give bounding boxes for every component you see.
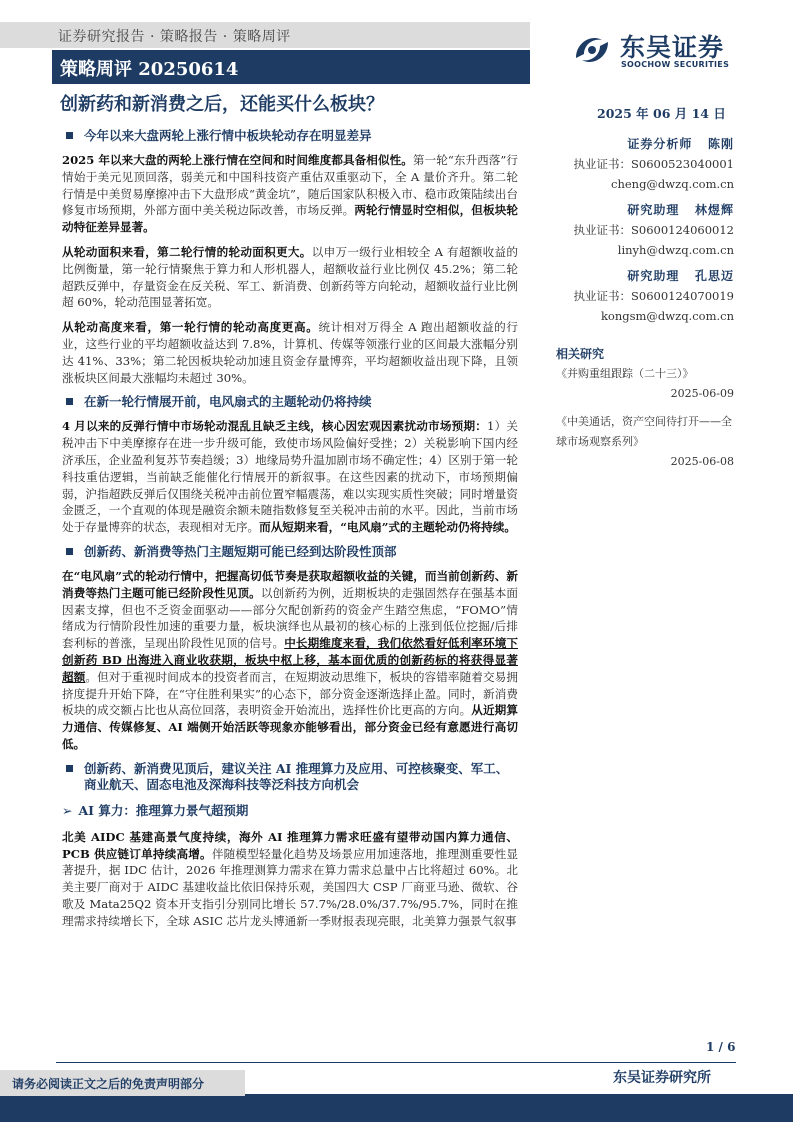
logo-en-text: SOOCHOW SECURITIES [621, 60, 730, 69]
footer-divider [56, 1062, 736, 1063]
company-logo [572, 28, 742, 72]
report-title: 创新药和新消费之后，还能买什么板块？ [60, 94, 384, 115]
arrow-icon: ➢ [62, 802, 73, 818]
section-heading: 今年以来大盘两轮上涨行情中板块轮动存在明显差异 [62, 128, 518, 144]
sidebar [556, 134, 734, 480]
series-title: 策略周评 20250614 [60, 59, 239, 80]
analyst-cert: 执业证书：S0600124060012 [573, 223, 734, 237]
related-research-title: 相关研究 [556, 347, 605, 361]
analyst-email[interactable]: kongsm@dwzq.com.cn [600, 309, 734, 323]
series-title-bar [52, 50, 530, 84]
analyst-title: 证券分析师 陈刚 [627, 137, 734, 151]
paragraph: 2025 年以来大盘的两轮上涨行情在空间和时间维度都具备相似性。第一轮“东升西落”行情始于美元见顶回落，弱美元和中国科技资产重估双重驱动下，全 A 量价齐升。第二轮行情是中美贸易摩擦冲击下大盘形成“黄金坑”，随后国家队积极入市、稳市政策陆续出台修复市场预期，外部方面中美关税边际改善，市场反弹。两轮行情显时空相似，但板块轮动特征差异显著。 [62, 153, 518, 235]
analyst-cert: 执业证书：S0600124070019 [573, 289, 734, 303]
report-date: 2025 年 06 月 14 日 [597, 106, 726, 121]
related-item-date: 2025-06-08 [670, 455, 734, 468]
disclaimer-note [0, 1070, 245, 1096]
paragraph: 4 月以来的反弹行情中市场轮动混乱且缺乏主线，核心因宏观因素扰动市场预期：1）关税冲击下中美摩擦存在进一步升级可能，致使市场风险偏好受挫；2）关税影响下国内经济承压，企业盈利复苏节奏趋缓；3）地缘局势升温加剧市场不确定性；4）区别于第一轮科技重估逻辑，当前缺乏能催化行情展开的新叙事。在这些因素的扰动下，市场预期偏弱，沪指超跌反弹后仅围绕关税冲击前位置窄幅震荡，难以实现实质性突破；同时增量资金匮乏，一个直观的体现是融资余额未随指数修复至关税冲击前的水平。因此，当前市场处于存量博弈的状态，表现相对无序。而从短期来看，“电风扇”式的主题轮动仍将持续。 [62, 419, 518, 535]
disclaimer-text[interactable]: 请务必阅读正文之后的免责声明部分 [12, 1077, 205, 1091]
breadcrumb: 证券研究报告 · 策略报告 · 策略周评 [58, 29, 291, 45]
logo-mark-icon [572, 30, 612, 70]
paragraph: 在“电风扇”式的轮动行情中，把握高切低节奏是获取超额收益的关键，而当前创新药、新消费等热门主题可能已经阶段性见顶。以创新药为例，近期板块的走强固然存在强基本面因素支撑，但也不乏资金面驱动——部分欠配创新药的资金产生踏空焦虑，“FOMO”情绪成为行情阶段性加速的重要力量，板块演绎也从最初的核心标的上涨到低位挖掘/后排套利标的普涨，呈现出阶段性见顶的信号。中长期维度来看，我们依然看好低利率环境下创新药 BD 出海进入商业收获期，板块中枢上移，基本面优质的创新药标的将获得显著超额。但对于重视时间成本的投资者而言，在短期波动思维下，板块的容错率随着交易拥挤度提升开始下降，在“守住胜利果实”的心态下，部分资金逐渐选择止盈。同时，新消费板块的成交额占比也从高位回落，表明资金开始流出，选择性价比更高的方向。从近期算力通信、传媒修复、AI 端侧开始活跃等现象亦能够看出，部分资金已经有意愿进行高切低。 [62, 568, 518, 751]
related-item-title[interactable]: 《中美通话，资产空间待打开——全球市场观察系列》 [556, 415, 732, 448]
analyst-email[interactable]: linyh@dwzq.com.cn [617, 243, 734, 257]
paragraph: 从轮动面积来看，第二轮行情的轮动面积更大。以申万一级行业相较全 A 有超额收益的比例衡量，第一轮行情聚焦于算力和人形机器人，超额收益行业比例仅 45.2%；第二轮超跌反弹中，存量资金在反关税、军工、新消费、创新药等方向轮动，超额收益行业比例超 60%，轮动范围显著拓宽。 [62, 244, 518, 310]
footer-band [0, 1094, 793, 1122]
paragraph: 从轮动高度来看，第一轮行情的轮动高度更高。统计相对万得全 A 跑出超额收益的行业，这些行业的平均超额收益达到 7.8%，计算机、传媒等领涨行业的区间最大涨幅分别达 41%、33%；第二轮因板块轮动加速且资金存量博弈，平均超额收益出现下降，且领涨板块区间最大涨幅均未超过 30%。 [62, 320, 518, 385]
paragraph: 北美 AIDC 基建高景气度持续，海外 AI 推理算力需求旺盛有望带动国内算力通信、PCB 供应链订单持续高增。伴随模型轻量化趋势及场景应用加速落地，推理测重要性显著提升，据 IDC 估计，2026 年推理测算力需求在算力需求总量中占比将超过 60%。北美主要厂商对于 AIDC 基建收益比依旧保持乐观，美国四大 CSP 厂商亚马逊、微软、谷歌及 Mata25Q2 资本开支指引分别同比增长 57.7%/28.0%/37.7%/95.7%，同时在推理需求持续增长下，全球 ASIC 芯片龙头博通新一季财报表现亮眼，北美算力强景气叙事 [62, 829, 518, 928]
main-content [62, 128, 518, 937]
analyst-email[interactable]: cheng@dwzq.com.cn [611, 177, 734, 191]
analyst-title: 研究助理 林煜辉 [627, 203, 734, 217]
breadcrumb-band [0, 22, 530, 48]
analyst-block [556, 134, 734, 194]
related-item-title[interactable]: 《并购重组跟踪（二十三）》 [556, 367, 694, 380]
section-heading: 创新药、新消费见顶后，建议关注 AI 推理算力及应用、可控核聚变、军工、商业航天、固态电池及深海科技等泛科技方向机会 [62, 761, 518, 793]
subheading: ➢ AI 算力：推理算力景气超预期 [62, 802, 249, 818]
logo-cn-text: 东吴证券 [620, 33, 725, 62]
analyst-block [556, 200, 734, 260]
analyst-block [556, 266, 734, 326]
section-heading: 在新一轮行情展开前，电风扇式的主题轮动仍将持续 [62, 394, 518, 410]
section-heading: 创新药、新消费等热门主题短期可能已经到达阶段性顶部 [62, 544, 518, 560]
analyst-title: 研究助理 孔思迈 [627, 269, 734, 283]
analyst-cert: 执业证书：S0600523040001 [573, 157, 734, 171]
page-number: 1 / 6 [706, 1040, 736, 1054]
related-item-date: 2025-06-09 [670, 387, 734, 400]
footer-org: 东吴证券研究所 [613, 1070, 711, 1086]
